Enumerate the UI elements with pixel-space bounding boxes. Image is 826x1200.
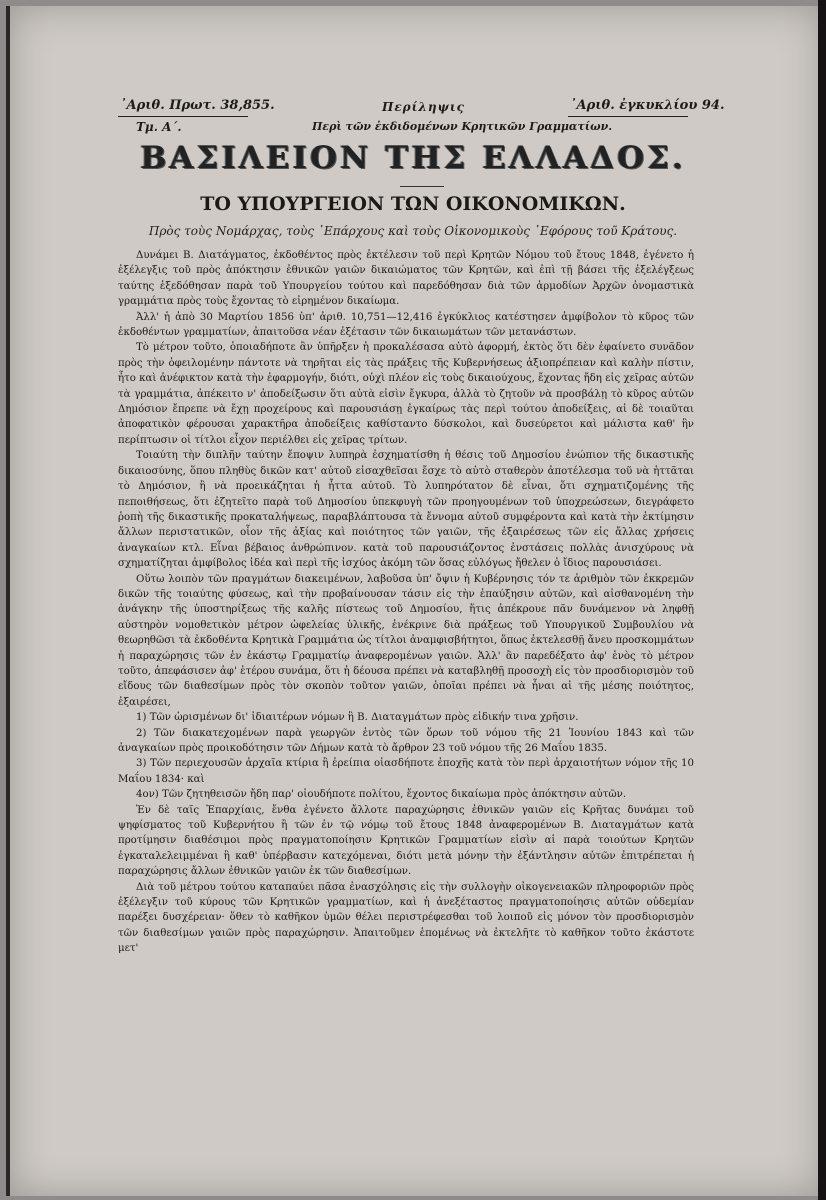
scan-edge [818,0,826,1200]
list-item-3: 3) Τῶν περιεχουσῶν ἀρχαῖα κτίρια ἢ ἐρείπια οἱασδήποτε ἐποχῆς κατὰ τὸν περὶ ἀρχαιοτήτων νόμον τῆς 10 Μαΐου 1834· καὶ [118,758,694,785]
title-rule [400,186,444,187]
section-label: Τμ. Α΄. [136,120,182,134]
summary-text: Περὶ τῶν ἐκδιδομένων Κρητικῶν Γραμματίων. [312,120,613,133]
document-body [118,248,694,957]
kingdom-title: ΒΑΣΙΛΕΙΟΝ ΤΗΣ ΕΛΛΑΔΟΣ. [140,140,686,176]
paragraph-2: Ἀλλ' ἡ ἀπὸ 30 Μαρτίου 1856 ὑπ' ἀριθ. 10,751—12,416 ἐγκύκλιος κατέστησεν ἀμφίβολον τὸ κῦρος τῶν ἐκδοθέντων γραμματίων, ἀπαιτοῦσα νέαν ἐξέτασιν τῶν δικαιωμάτων τῶν μετανάστων. [118,311,694,339]
paragraph-6: Ἐν δὲ ταῖς Ἐπαρχίαις, ἔνθα ἐγένετο ἄλλοτε παραχώρησις ἐθνικῶν γαιῶν εἰς Κρῆτας δυνάμει τοῦ ψηφίσματος τοῦ Κυβερνήτου ἢ τῶν ἐν τῷ νόμῳ τοῦ ἔτους 1848 ἀναφερομένων Β. Διαταγμάτων κατὰ προτίμησιν διαθέσιμοι πρὸς πραγματοποίησιν Κρητικῶν Γραμματίων εἰσὶν αἱ παρὰ τοιούτων Κρητῶν ἐγκαταλελειμμέναι ἢ καθ' ὑπέρβασιν κατεχόμεναι, διότι μετὰ μόνην τὴν ἐξάντλησιν αὐτῶν ἐπιτρέπεται ἡ παραχώρησις ἄλλων ἐθνικῶν γαιῶν ἐκ τῶν διαθεσίμων. [118,804,694,878]
header-rule-right [568,116,688,117]
ministry-title: ΤΟ ΥΠΟΥΡΓΕΙΟΝ ΤΩΝ ΟΙΚΟΝΟΜΙΚΩΝ. [200,193,626,215]
list-item-4: 4ον) Τῶν ζητηθεισῶν ἤδη παρ' οἱουδήποτε πολίτου, ἔχοντος δικαίωμα πρὸς ἀπόκτησιν αὐτῶν. [136,789,627,801]
paragraph-4: Τοιαύτη τὴν διπλῆν ταύτην ἔποψιν λυπηρὰ ἐσχηματίσθη ἡ θέσις τοῦ Δημοσίου ἐνώπιον τῆς δικαστικῆς δικαιοσύνης, ὅπου πληθὺς δικῶν κατ' αὐτοῦ εἰσαχθεῖσαι ἔσχε τὸ αὐτὸ σταθερὸν ἀποτέλεσμα τοῦ νὰ ἡττᾶται τὸ Δημόσιον, ἢ νὰ προεικάζηται ἡ ἧττα αὐτοῦ. Τὸ λυπηρότατον δὲ εἶναι, ὅτι σχηματιζομένης τῆς πεποιθήσεως, ὅτι ἐζητεῖτο παρὰ τοῦ Δημοσίου ὑπεκφυγὴ τῶν προηγουμένων τοῦ ὑποχρεώσεων, διεγράφετο ῥοπὴ τῆς δικαστικῆς προκαταλήψεως, παραβλάπτουσα τὰ ἔννομα αὐτοῦ συμφέροντα καὶ κατὰ τὴν ἐκτίμησιν ἄλλων περιστατικῶν, οἷον τῆς ἀξίας καὶ ποιότητος τῶν γαιῶν, τῆς ἐξαιρέσεως τῶν εἰς ἄλλας χρήσεις ἀναγκαίων κτλ. Εἶναι βέβαιος ἀνθρώπινον. κατὰ τοῦ παρουσιάζοντος ἐνστάσεις πολλὰς ἀνισχύρους νὰ σχηματίζηται ἀμφίβολος ἰδέα καὶ περὶ τῆς ἰσχύος ἀκόμη τῶν ὅσας εὐλόγως ἤθελεν ὁ ἴδιος παρουσιάσει. [118,450,694,570]
list-item-2: 2) Τῶν διακατεχομένων παρὰ γεωργῶν ἐντὸς τῶν ὅρων τοῦ νόμου τῆς 21 Ἰουνίου 1843 καὶ τῶν ἀναγκαίων πρὸς προικοδότησιν τῶν Δήμων κατὰ τὸ ἄρθρον 23 τοῦ νόμου τῆς 26 Μαΐου 1835. [118,727,694,754]
list-item-1: 1) Τῶν ὡρισμένων δι' ἰδιαιτέρων νόμων ἢ Β. Διαταγμάτων πρὸς εἰδικήν τινα χρῆσιν. [136,712,579,724]
address-line: Πρὸς τοὺς Νομάρχας, τοὺς ᾿Επάρχους καὶ τοὺς Οἰκονομικοὺς ᾿Εφόρους τοῦ Κράτους. [148,224,678,238]
paragraph-3: Τὸ μέτρον τοῦτο, ὁποιαδήποτε ἂν ὑπῆρξεν ἡ προκαλέσασα αὐτὸ ἀφορμή, ἐκτὸς ὅτι δὲν ἐφαίνετο συνᾶδον πρὸς τὴν ὀφειλομένην πάντοτε νὰ τηρῆται εἰς τὰς πράξεις τῆς Κυβερνήσεως ἀξιοπρέπειαν καὶ καλὴν πίστιν, ἦτο καὶ ἀνέφικτον κατὰ τὴν ἐφαρμογήν, διότι, οὐχὶ πλέον εἰς τοὺς δικαιούχους, ἔχοντας ἤδη εἰς χεῖρας αὐτῶν τὰ γραμμάτια, ἀπέκειτο ν' ἀποδείξωσιν ὅτι αὐτὰ εἰσὶν ἔγκυρα, ἀλλὰ τὸ ζητοῦν νὰ προσβάλῃ τὸ κῦρος αὐτῶν Δημόσιον ἔπρεπε νὰ ἔχῃ προχείρους καὶ παρουσιάσῃ ἐγκαίρως τὰς περὶ τούτου ἀποδείξεις, αἱ δὲ τοιαῦται ἀποφατικὸν φέρουσαι χαρακτῆρα ἀποδείξεις καθίσταντο δύσκολοι, καὶ δυσεύρετοι καὶ μάλιστα καθ' ἣν περίπτωσιν οἱ τίτλοι εἶχον περιέλθει εἰς χεῖρας τρίτων. [118,342,694,446]
circular-number: ᾿Αριθ. ἐγκυκλίου 94. [570,98,725,113]
paragraph-1: Δυνάμει Β. Διατάγματος, ἐκδοθέντος πρὸς ἐκτέλεσιν τοῦ περὶ Κρητῶν Νόμου τοῦ ἔτους 1848, ἐγένετο ἡ ἐξέλεγξις τοῦ πρὸς ἀπόκτησιν ἐθνικῶν γαιῶν δικαιώματος τῶν Κρητῶν, καὶ ἐπὶ τῇ βάσει τῆς ἐξελέγξεως ταύτης ἐξεδόθησαν παρὰ τοῦ Υπουργείου τούτου καὶ παρεδόθησαν διὰ τῶν ἁρμοδίων Ἀρχῶν ὀνομαστικὰ γραμμάτια πρὸς τοὺς ἔχοντας τὸ εἰρημένον δικαίωμα. [118,250,694,308]
summary-label: Περίληψις [382,100,465,114]
paragraph-7: Διὰ τοῦ μέτρου τούτου καταπαύει πᾶσα ἐνασχόλησις εἰς τὴν συλλογὴν οἰκογενειακῶν πληροφοριῶν πρὸς ἐξέλεγξιν τοῦ κύρους τῶν Κρητικῶν γραμματίων, καὶ ἡ ἀνεξέταστος πραγματοποίησις αὐτῶν οὐδεμίαν παρέξει δυσχέρειαν· ὅθεν τὸ καθῆκον ὑμῶν θέλει περιστρέφεσθαι τοῦ λοιποῦ εἰς μόνον τὸν προσδιορισμὸν τῶν διαθεσίμων γαιῶν πρὸς παραχώρησιν. Ἀπαιτοῦμεν ἑπομένως νὰ ἐκτελῆτε τὸ καθῆκον τοῦτο ἑκάστοτε μετ' [118,881,694,955]
paragraph-5: Οὕτω λοιπὸν τῶν πραγμάτων διακειμένων, λαβοῦσα ὑπ' ὄψιν ἡ Κυβέρνησις τόν τε ἀριθμὸν τῶν ἐκκρεμῶν δικῶν τῆς τοιαύτης φύσεως, καὶ τὴν προβαίνουσαν τάσιν εἰς τὴν ἐπαύξησιν αὐτῶν, καὶ αἰσθανομένη τὴν ἀνάγκην τῆς ὑποστηρίξεως τῆς καλῆς πίστεως τοῦ Δημοσίου, ἥτις ἀπέκρουε πᾶν δυνάμενον νὰ ληφθῇ αὐστηρὸν νομοθετικὸν μέτρον ὠφελείας ὑλικῆς, ἐνέκρινε διὰ πράξεως τοῦ Υπουργικοῦ Συμβουλίου νὰ θεωρηθῶσι τὰ ἐκδοθέντα Κρητικὰ Γραμμάτια ὡς τίτλοι ἀναμφισβήτητοι, ὅπως ἐκτελεσθῇ ἄνευ προσκομμάτων ἡ παραχώρησις τῶν ἐν ἑκάστῳ Γραμματίῳ ἀναφερομένων γαιῶν. Ἀλλ' ἂν παρεδέξατο ἀφ' ἑνὸς τὸ μέτρον τοῦτο, ἀπεφάσισεν ἀφ' ἑτέρου συνάμα, ὅτι ἡ δέουσα πρέπει νὰ καταβληθῇ προσοχὴ εἰς τὸν προσδιορισμὸν τοῦ εἴδους τῶν διαθεσίμων πρὸς τὸν σκοπὸν τοῦτον γαιῶν, ὁποῖαι πρέπει νὰ ἦναι αἱ τῆς μέσης ποιότητος, ἐξαιρέσει, [118,573,694,708]
protocol-number: ᾿Αριθ. Πρωτ. 38,855. [120,98,275,113]
header-rule-left [118,116,248,117]
